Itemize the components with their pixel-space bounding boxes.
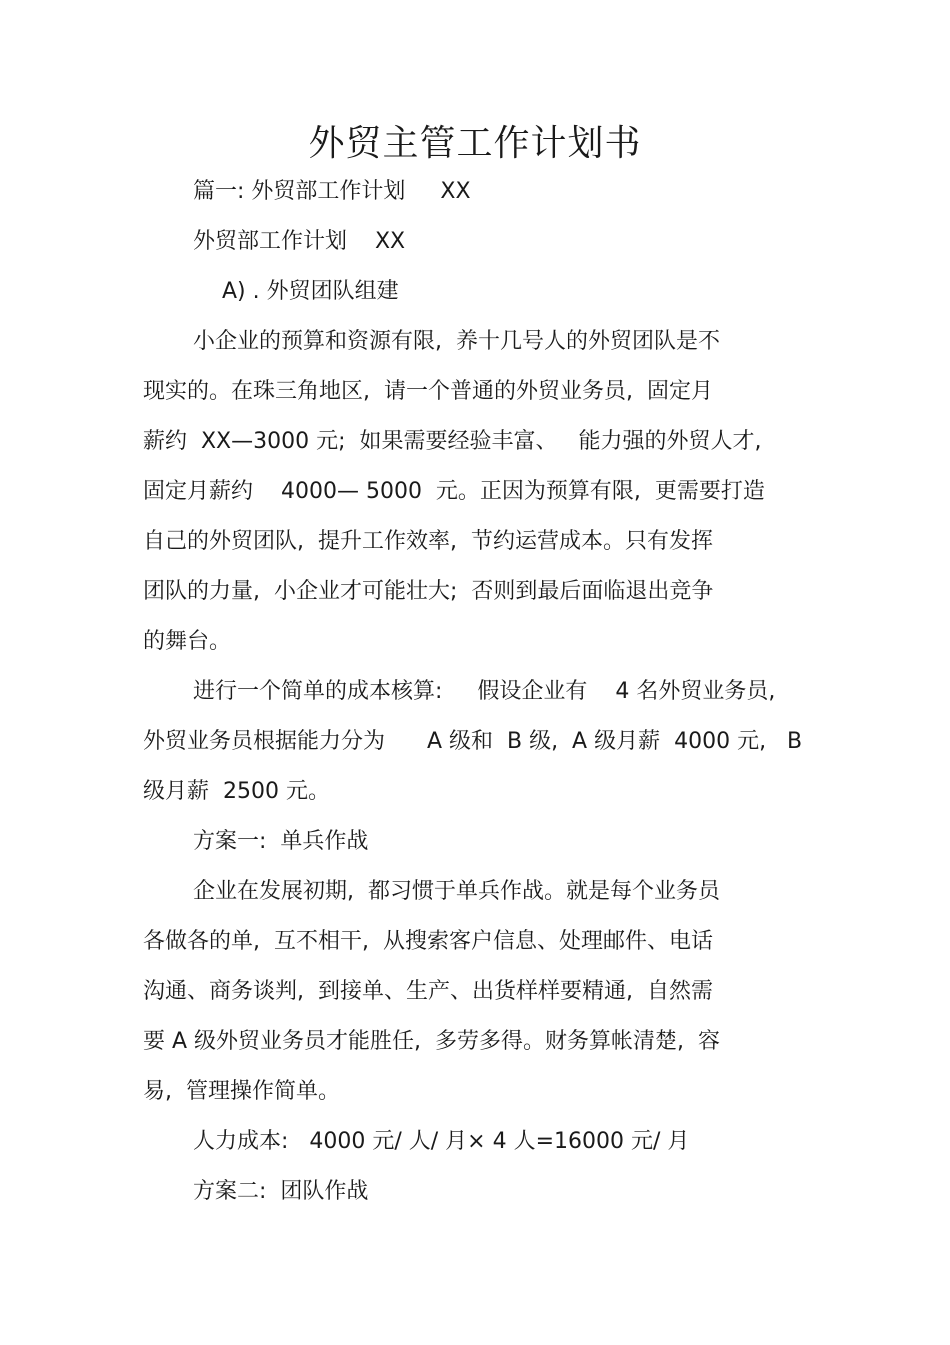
paragraph-line: 固定月薪约 4000— 5000 元。正因为预算有限, 更需要打造: [143, 479, 765, 504]
paragraph-line: 小企业的预算和资源有限, 养十几号人的外贸团队是不: [193, 329, 720, 354]
paragraph-line: 级月薪 2500 元。: [143, 779, 330, 804]
paragraph-line: 要 A 级外贸业务员才能胜任, 多劳多得。财务算帐清楚, 容: [143, 1029, 720, 1054]
paragraph-line: 自己的外贸团队, 提升工作效率, 节约运营成本。只有发挥: [143, 529, 713, 554]
paragraph-line: 易, 管理操作简单。: [143, 1079, 340, 1104]
paragraph-line: 外贸业务员根据能力分为 A 级和 B 级, A 级月薪 4000 元, B: [143, 729, 803, 754]
sub-heading: 外贸部工作计划 XX: [193, 229, 406, 254]
section-heading: 篇一: 外贸部工作计划 XX: [193, 179, 471, 204]
paragraph-line: 沟通、商务谈判, 到接单、生产、出货样样要精通, 自然需: [143, 979, 713, 1004]
paragraph-line: 团队的力量, 小企业才可能壮大; 否则到最后面临退出竞争: [143, 579, 714, 604]
list-heading: A) . 外贸团队组建: [222, 279, 399, 304]
paragraph-line: 现实的。在珠三角地区, 请一个普通的外贸业务员, 固定月: [143, 379, 713, 404]
paragraph-line: 的舞台。: [143, 629, 232, 654]
paragraph-line: 进行一个简单的成本核算: 假设企业有 4 名外贸业务员,: [193, 679, 776, 704]
document-title: 外贸主管工作计划书: [308, 123, 642, 164]
paragraph-line: 薪约 XX—3000 元; 如果需要经验丰富、 能力强的外贸人才,: [143, 429, 762, 454]
cost-formula: 人力成本: 4000 元/ 人/ 月× 4 人=16000 元/ 月: [193, 1129, 690, 1154]
plan-heading: 方案二: 团队作战: [193, 1179, 369, 1204]
paragraph-line: 各做各的单, 互不相干, 从搜索客户信息、处理邮件、电话: [143, 929, 713, 954]
plan-heading: 方案一: 单兵作战: [193, 829, 369, 854]
paragraph-line: 企业在发展初期, 都习惯于单兵作战。就是每个业务员: [193, 879, 720, 904]
